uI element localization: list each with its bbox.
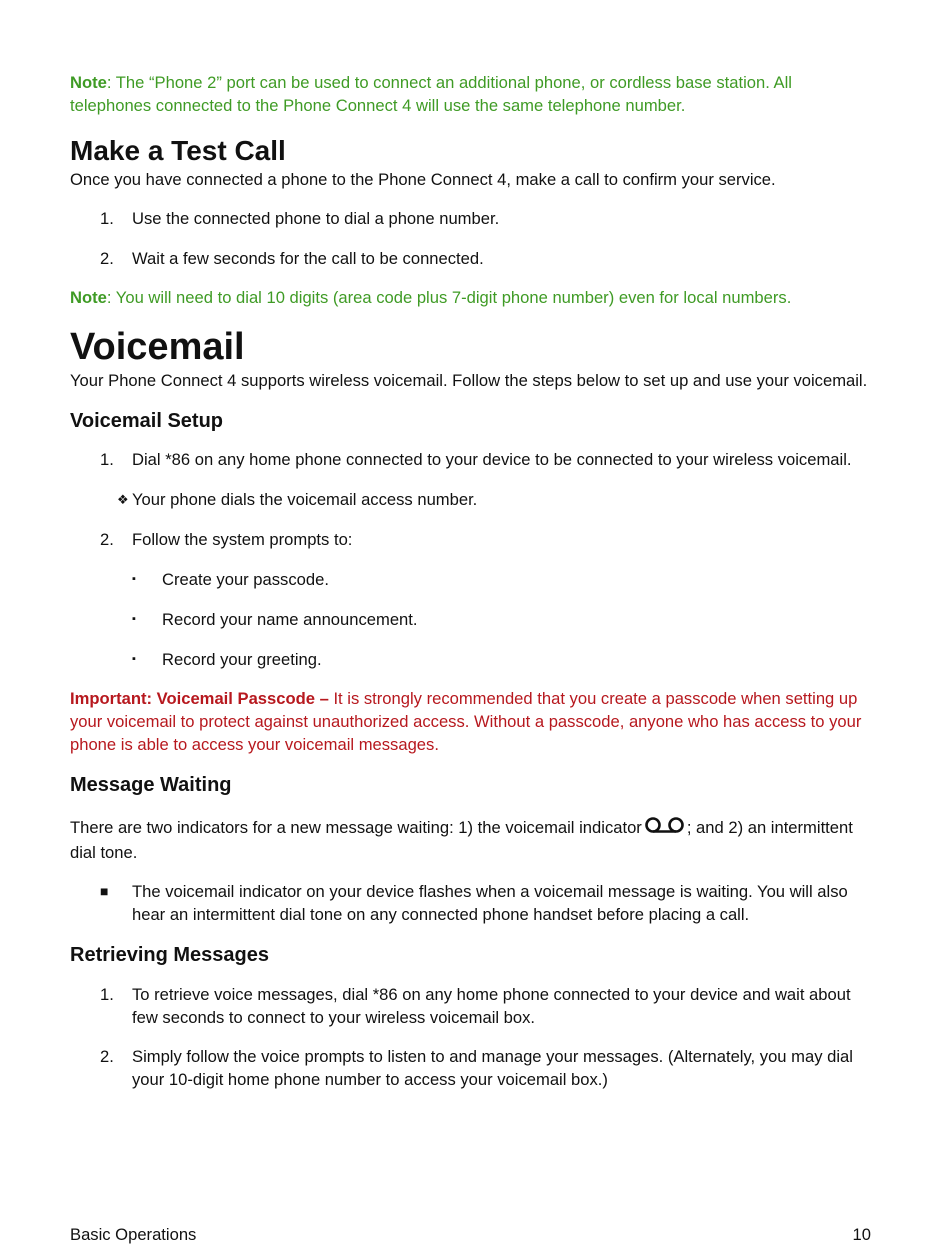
prompt-item <box>70 608 870 631</box>
step-number: 1. <box>100 450 114 469</box>
prompt-item <box>70 568 870 591</box>
step-number: 2. <box>100 1047 114 1066</box>
step-text: Simply follow the voice prompts to listen to and manage your messages. (Alternately, you may dial your 10-digit home phone number to access your voicemail box.) <box>132 1047 853 1089</box>
note-label: Note <box>70 73 107 92</box>
step-number: 1. <box>100 985 114 1004</box>
heading-make-test-call: Make a Test Call <box>70 135 286 166</box>
square-bullet-icon: ▪ <box>132 653 136 665</box>
test-call-step <box>70 207 870 230</box>
test-call-intro: Once you have connected a phone to the Phone Connect 4, make a call to confirm your service. <box>70 170 776 189</box>
text-before-icon: There are two indicators for a new message waiting: 1) the voicemail indicator <box>70 818 642 837</box>
note-label: Note <box>70 288 107 307</box>
prompt-text: Record your greeting. <box>162 650 322 669</box>
note-dial-10-digits <box>70 286 870 309</box>
retrieve-step <box>70 1045 870 1091</box>
step-number: 1. <box>100 209 114 228</box>
step-text: Use the connected phone to dial a phone number. <box>132 209 500 228</box>
heading-retrieving-messages: Retrieving Messages <box>70 944 269 966</box>
heading-voicemail-setup: Voicemail Setup <box>70 410 224 432</box>
note-text: : The “Phone 2” port can be used to connect an additional phone, or cordless base station. All telephones connected to the Phone Connect 4 will use the same telephone number. <box>70 73 792 115</box>
note-phone2-port <box>70 71 870 117</box>
important-text: It is strongly recommended that you create a passcode when setting up your voicemail to protect against unauthorized access. Without a passcode, anyone who has access to your phone is able to access your voicemail messages. <box>70 689 862 754</box>
step-text: Wait a few seconds for the call to be connected. <box>132 249 484 268</box>
setup-sub-item <box>70 488 870 511</box>
bullet-text: The voicemail indicator on your device flashes when a voicemail message is waiting. You will also hear an intermittent dial tone on any connected phone handset before placing a call. <box>132 882 848 924</box>
step-number: 2. <box>100 530 114 549</box>
square-bullet-icon: ▪ <box>132 573 136 585</box>
heading-message-waiting: Message Waiting <box>70 774 232 796</box>
voicemail-intro: Your Phone Connect 4 supports wireless voicemail. Follow the steps below to set up and use your voicemail. <box>70 371 868 390</box>
text-after-icon: ; and 2) an intermittent dial tone. <box>70 818 853 862</box>
document-page <box>70 71 870 1091</box>
square-bullet-icon: ▪ <box>132 613 136 625</box>
sub-item-text: Your phone dials the voicemail access number. <box>132 490 478 509</box>
prompt-item <box>70 648 870 671</box>
voicemail-icon <box>643 817 687 841</box>
indicator-bullet-item <box>70 880 870 926</box>
setup-step <box>70 448 870 471</box>
step-number: 2. <box>100 249 114 268</box>
note-text: : You will need to dial 10 digits (area code plus 7-digit phone number) even for local numbers. <box>106 288 792 307</box>
footer-page-number: 10 <box>852 1225 871 1244</box>
setup-step <box>70 528 870 551</box>
test-call-step <box>70 247 870 270</box>
heading-voicemail: Voicemail <box>70 326 245 368</box>
prompt-text: Record your name announcement. <box>162 610 418 629</box>
diamond-bullet-icon: ❖ <box>117 492 129 507</box>
footer-section-title: Basic Operations <box>70 1225 197 1244</box>
step-text: Dial *86 on any home phone connected to your device to be connected to your wireless voicemail. <box>132 450 852 469</box>
retrieve-step <box>70 983 870 1029</box>
prompt-text: Create your passcode. <box>162 570 329 589</box>
message-waiting-text <box>70 816 870 864</box>
square-bullet-icon: ■ <box>100 883 109 899</box>
step-text: Follow the system prompts to: <box>132 530 353 549</box>
important-label: Important: Voicemail Passcode – <box>70 689 329 708</box>
important-passcode-note <box>70 687 870 756</box>
step-text: To retrieve voice messages, dial *86 on any home phone connected to your device and wait about few seconds to connect to your wireless voicemail box. <box>132 985 851 1027</box>
